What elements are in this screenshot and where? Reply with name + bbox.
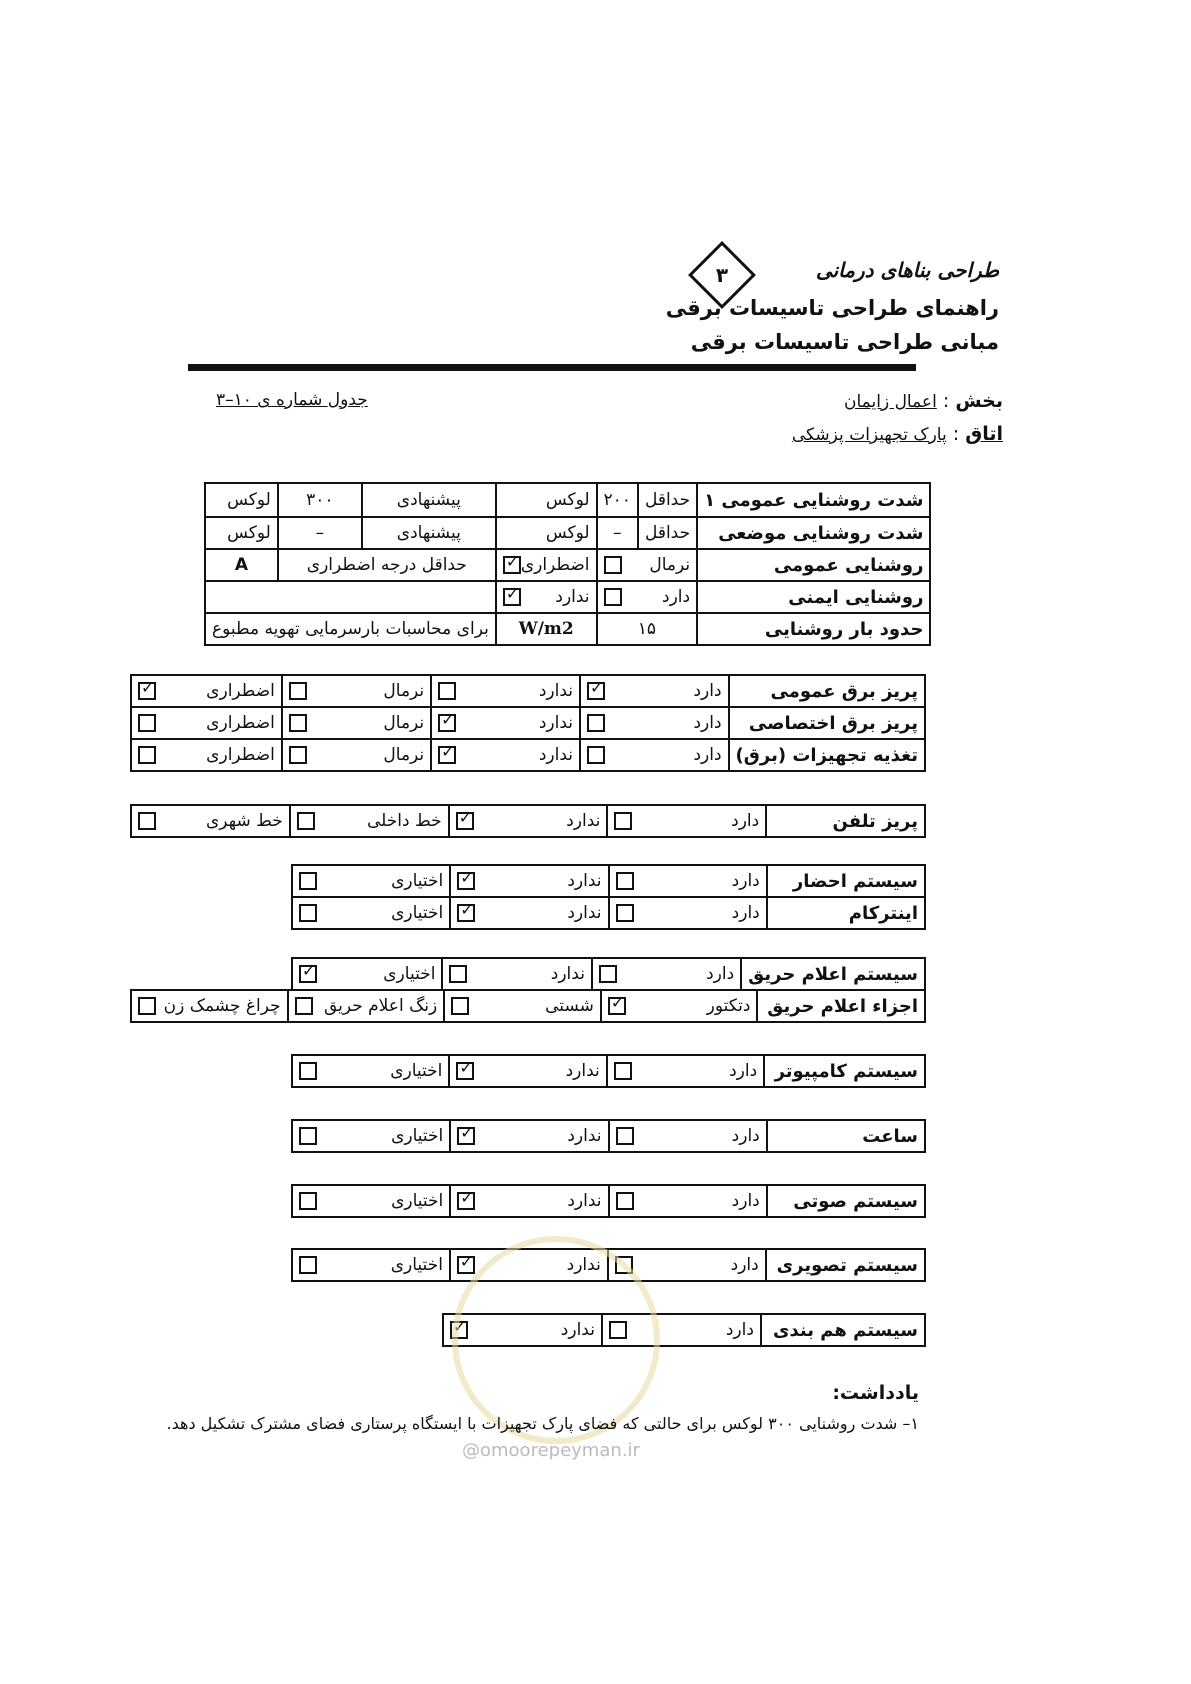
fire-parts-table <box>130 989 926 1023</box>
checkbox[interactable] <box>138 997 156 1015</box>
section-label: بخش <box>955 390 1003 412</box>
row-label: سیستم هم بندی <box>761 1314 925 1346</box>
general-lighting-emergency <box>496 549 597 581</box>
option-cell <box>580 675 729 707</box>
chapter-number: ۳ <box>715 263 729 287</box>
checkbox[interactable] <box>608 997 626 1015</box>
min-value: – <box>597 517 638 549</box>
table-row <box>131 675 925 707</box>
note-1: ۱– شدت روشنایی ۳۰۰ لوکس برای حالتی که فضای پارک تجهیزات با ایستگاه پرستاری فضای مشترک تشکیل دهد. <box>166 1414 919 1433</box>
option-cell <box>131 707 282 739</box>
option-label: اختیاری <box>391 871 444 891</box>
option-label: زنگ اعلام حریق <box>323 996 438 1016</box>
load-limit-unit: W/m2 <box>496 613 597 645</box>
room-line <box>792 423 1003 445</box>
table-row <box>205 483 930 517</box>
option-cell <box>609 1185 767 1217</box>
option-cell <box>580 707 729 739</box>
option-label: اضطراری <box>206 681 275 701</box>
safety-lighting-yes <box>597 581 698 613</box>
row-label: سیستم کامپیوتر <box>764 1055 925 1087</box>
checkbox[interactable] <box>587 682 605 700</box>
row-label: سیستم تصویری <box>766 1249 925 1281</box>
option-label: اضطراری <box>520 555 590 575</box>
option-cell <box>450 1120 608 1152</box>
general-lighting-label: روشنایی عمومی <box>697 549 930 581</box>
option-label: ندارد <box>565 1061 600 1081</box>
option-cell <box>292 958 442 990</box>
option-cell <box>609 865 767 897</box>
table-row <box>205 549 930 581</box>
checkbox[interactable] <box>587 714 605 732</box>
general-lighting-normal <box>597 549 698 581</box>
option-label: ندارد <box>566 811 601 831</box>
call-systems-table <box>291 864 926 930</box>
option-label: دارد <box>729 1061 758 1081</box>
option-cell <box>444 990 601 1022</box>
header-rule <box>188 364 916 371</box>
option-label: دارد <box>706 964 735 984</box>
audio-table <box>291 1184 926 1218</box>
checkbox[interactable] <box>289 746 307 764</box>
header-line-2: راهنمای طراحی تاسیسات برقی <box>665 296 999 320</box>
checkbox[interactable] <box>457 1127 475 1145</box>
computer-table <box>291 1054 926 1088</box>
table-row <box>292 1120 925 1152</box>
row-label: سیستم صوتی <box>767 1185 925 1217</box>
general-intensity-label: شدت روشنایی عمومی ۱ <box>697 483 930 517</box>
option-label: ندارد <box>550 964 585 984</box>
option-cell <box>131 805 290 837</box>
row-label: پریز برق عمومی <box>729 675 925 707</box>
option-label: شستی <box>545 996 594 1016</box>
option-label: اختیاری <box>383 964 436 984</box>
checkbox[interactable] <box>614 1062 632 1080</box>
option-label: ندارد <box>567 1191 602 1211</box>
option-label: دارد <box>731 871 760 891</box>
option-cell <box>450 865 608 897</box>
checkbox[interactable] <box>138 682 156 700</box>
option-label: اختیاری <box>390 1255 443 1275</box>
option-label: نرمال <box>649 555 691 575</box>
checkbox[interactable] <box>289 682 307 700</box>
option-cell <box>431 707 580 739</box>
table-row <box>292 1185 925 1217</box>
table-row <box>292 865 925 897</box>
checkbox[interactable] <box>456 812 474 830</box>
checkbox[interactable] <box>604 556 622 574</box>
watermark-text: @omoorepeyman.ir <box>462 1440 640 1461</box>
option-label: اضطراری <box>206 745 275 765</box>
option-cell <box>292 897 450 929</box>
checkbox[interactable] <box>138 714 156 732</box>
checkbox[interactable] <box>299 1256 317 1274</box>
load-limit-note: برای محاسبات بارسرمایی تهویه مطبوع <box>205 613 496 645</box>
option-label: خط شهری <box>205 811 283 831</box>
checkbox[interactable] <box>457 872 475 890</box>
checkbox[interactable] <box>438 746 456 764</box>
option-cell <box>292 1120 450 1152</box>
option-cell <box>442 958 592 990</box>
option-cell <box>431 739 580 771</box>
rec-label: پیشنهادی <box>362 517 496 549</box>
table-row <box>131 805 925 837</box>
checkbox[interactable] <box>503 588 521 606</box>
option-label: ندارد <box>567 871 602 891</box>
option-label: دارد <box>662 587 691 607</box>
checkbox[interactable] <box>299 965 317 983</box>
table-row <box>205 517 930 549</box>
option-label: دارد <box>731 1126 760 1146</box>
checkbox[interactable] <box>616 904 634 922</box>
row-label: اینترکام <box>767 897 925 929</box>
option-label: اضطراری <box>206 713 275 733</box>
checkbox[interactable] <box>299 872 317 890</box>
option-cell <box>449 1055 606 1087</box>
option-label: ندارد <box>538 681 574 701</box>
option-cell <box>450 897 608 929</box>
watermark-seal <box>452 1236 660 1444</box>
option-label: اختیاری <box>391 1191 444 1211</box>
option-cell <box>290 805 449 837</box>
option-cell <box>609 897 767 929</box>
checkbox[interactable] <box>614 812 632 830</box>
option-cell <box>607 805 766 837</box>
row-label: اجزاء اعلام حریق <box>757 990 925 1022</box>
option-cell <box>282 739 431 771</box>
option-label: دارد <box>730 1255 759 1275</box>
checkbox[interactable] <box>299 904 317 922</box>
option-label: دارد <box>693 681 722 701</box>
option-label: نرمال <box>383 681 425 701</box>
checkbox[interactable] <box>299 1192 317 1210</box>
checkbox[interactable] <box>289 714 307 732</box>
min-unit: لوکس <box>496 517 597 549</box>
option-label: ندارد <box>567 1126 602 1146</box>
checkbox[interactable] <box>295 997 313 1015</box>
power-table <box>130 674 926 772</box>
option-label: نرمال <box>383 745 425 765</box>
checkbox[interactable] <box>616 1192 634 1210</box>
row-label: پریز تلفن <box>766 805 925 837</box>
min-label: حداقل <box>638 483 697 517</box>
row-label: تغذیه تجهیزات (برق) <box>729 739 925 771</box>
section-colon: : <box>942 390 950 412</box>
option-cell <box>607 1055 764 1087</box>
lighting-table <box>204 482 931 646</box>
clock-table <box>291 1119 926 1153</box>
header-line-1: طراحی بناهای درمانی <box>815 258 999 282</box>
checkbox[interactable] <box>457 904 475 922</box>
option-label: چراغ چشمک زن <box>163 996 281 1016</box>
option-label: اختیاری <box>391 903 444 923</box>
option-cell <box>292 1249 450 1281</box>
option-label: دارد <box>731 903 760 923</box>
option-label: اختیاری <box>390 1061 443 1081</box>
rec-value: – <box>278 517 362 549</box>
checkbox[interactable] <box>299 1127 317 1145</box>
option-cell <box>431 675 580 707</box>
checkbox[interactable] <box>299 1062 317 1080</box>
option-label: دارد <box>731 1191 760 1211</box>
checkbox[interactable] <box>449 965 467 983</box>
local-intensity-label: شدت روشنایی موضعی <box>697 517 930 549</box>
option-cell <box>601 990 758 1022</box>
rec-unit: لوکس <box>205 517 278 549</box>
option-label: ندارد <box>555 587 590 607</box>
option-cell <box>131 675 282 707</box>
safety-lighting-label: روشنایی ایمنی <box>697 581 930 613</box>
checkbox[interactable] <box>599 965 617 983</box>
checkbox[interactable] <box>451 997 469 1015</box>
rec-value: ۳۰۰ <box>278 483 362 517</box>
table-row <box>292 1055 925 1087</box>
phone-table <box>130 804 926 838</box>
header-line-3: مبانی طراحی تاسیسات برقی <box>690 330 999 354</box>
checkbox[interactable] <box>438 714 456 732</box>
table-row <box>205 613 930 645</box>
checkbox[interactable] <box>297 812 315 830</box>
room-label: اتاق <box>965 423 1003 445</box>
option-cell <box>580 739 729 771</box>
option-label: ندارد <box>560 1320 595 1340</box>
room-value: پارک تجهیزات پزشکی <box>791 425 947 445</box>
option-label: ندارد <box>538 713 574 733</box>
checkbox[interactable] <box>456 1062 474 1080</box>
checkbox[interactable] <box>138 746 156 764</box>
option-label: ندارد <box>566 1255 601 1275</box>
empty-cell <box>205 581 496 613</box>
row-label: سیستم اعلام حریق <box>741 958 925 990</box>
option-cell <box>292 1055 449 1087</box>
rec-unit: لوکس <box>205 483 278 517</box>
load-limit-label: حدود بار روشنایی <box>697 613 930 645</box>
option-cell <box>131 739 282 771</box>
checkbox[interactable] <box>616 1127 634 1145</box>
table-row <box>131 990 925 1022</box>
checkbox[interactable] <box>138 812 156 830</box>
row-label: ساعت <box>767 1120 925 1152</box>
checkbox[interactable] <box>604 588 622 606</box>
notes-title: یادداشت: <box>832 1382 919 1404</box>
min-value: ۲۰۰ <box>597 483 638 517</box>
option-label: دارد <box>731 811 760 831</box>
option-label: دارد <box>725 1320 754 1340</box>
room-colon: : <box>952 423 960 445</box>
option-cell <box>449 805 608 837</box>
checkbox[interactable] <box>616 872 634 890</box>
emergency-grade-value: A <box>205 549 278 581</box>
load-limit-value: ۱۵ <box>597 613 698 645</box>
option-cell <box>288 990 445 1022</box>
option-label: نرمال <box>383 713 425 733</box>
option-label: خط داخلی <box>366 811 442 831</box>
table-row <box>131 739 925 771</box>
option-label: دتکتور <box>706 996 751 1016</box>
row-label: سیستم احضار <box>767 865 925 897</box>
option-cell <box>450 1185 608 1217</box>
checkbox[interactable] <box>503 556 521 574</box>
option-label: ندارد <box>538 745 574 765</box>
checkbox[interactable] <box>587 746 605 764</box>
option-label: ندارد <box>567 903 602 923</box>
fire-system-table <box>291 957 926 991</box>
option-cell <box>282 675 431 707</box>
checkbox[interactable] <box>457 1192 475 1210</box>
option-label: اختیاری <box>391 1126 444 1146</box>
option-label: دارد <box>693 713 722 733</box>
rec-label: پیشنهادی <box>362 483 496 517</box>
option-cell <box>592 958 741 990</box>
option-cell <box>131 990 288 1022</box>
emergency-grade-label: حداقل درجه اضطراری <box>278 549 496 581</box>
option-cell <box>292 1185 450 1217</box>
min-unit: لوکس <box>496 483 597 517</box>
option-label: دارد <box>693 745 722 765</box>
table-row <box>205 581 930 613</box>
checkbox[interactable] <box>457 1256 475 1274</box>
option-cell <box>292 865 450 897</box>
table-row <box>131 707 925 739</box>
option-cell <box>282 707 431 739</box>
safety-lighting-no <box>496 581 597 613</box>
table-row <box>292 958 925 990</box>
min-label: حداقل <box>638 517 697 549</box>
section-value: اعمال زایمان <box>844 392 937 412</box>
section-line <box>844 390 1003 412</box>
table-row <box>292 897 925 929</box>
checkbox[interactable] <box>438 682 456 700</box>
table-reference: جدول شماره ی ۱۰–۳ <box>216 390 368 410</box>
option-cell <box>609 1120 767 1152</box>
row-label: پریز برق اختصاصی <box>729 707 925 739</box>
